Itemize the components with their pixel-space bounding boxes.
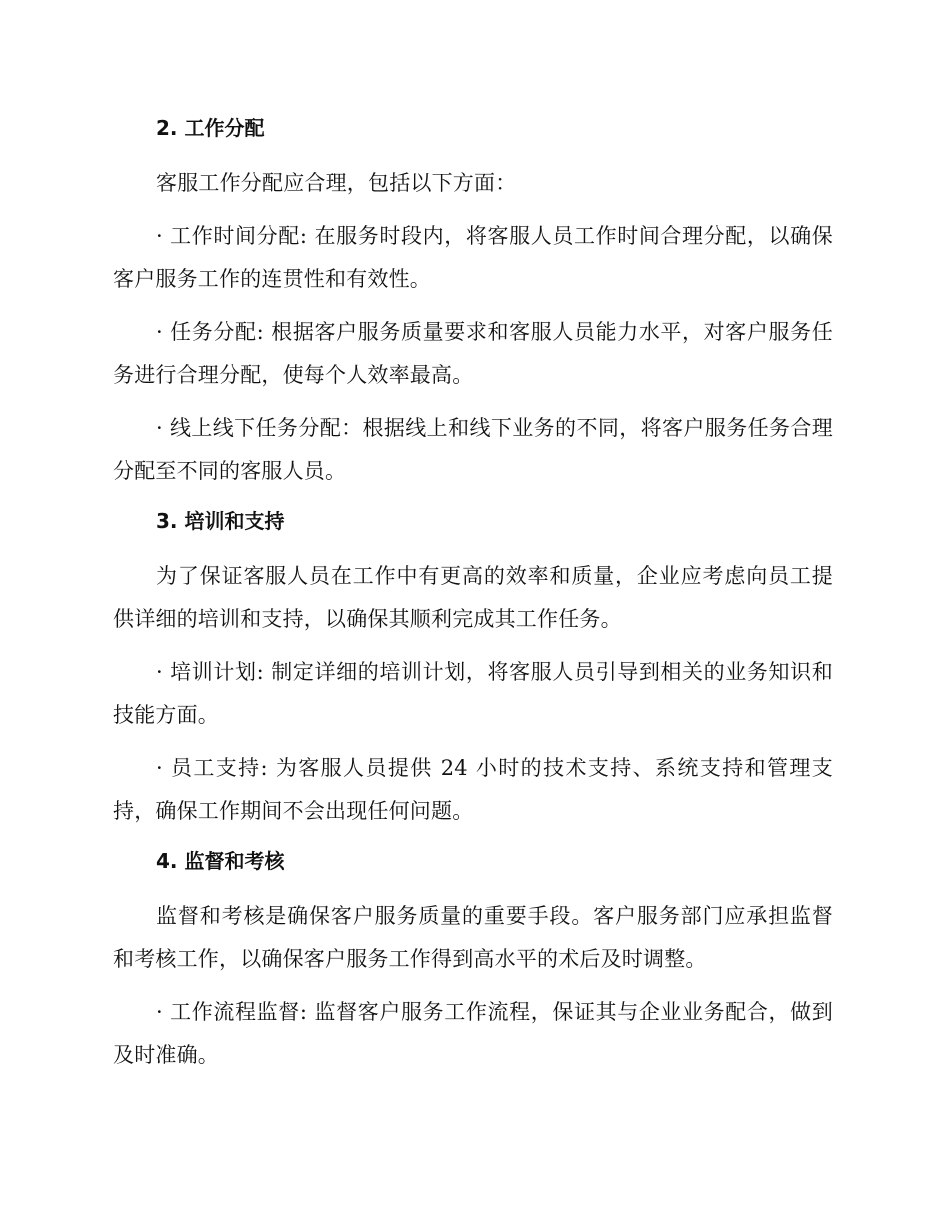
section-work-allocation [113,110,833,493]
paragraph: 客服工作分配应合理，包括以下方面： [156,171,517,195]
bullet-paragraph: · 工作流程监督: 监督客户服务工作流程，保证其与企业业务配合，做到及时准确。 [113,1000,833,1067]
paragraph: 为了保证客服人员在工作中有更高的效率和质量，企业应考虑向员工提供详细的培训和支持，以确保其顺利完成其工作任务。 [113,564,833,631]
bullet-paragraph: · 任务分配: 根据客户服务质量要求和客服人员能力水平，对客户服务任务进行合理分配，使每个人效率最高。 [113,320,833,387]
document-body [113,110,833,1087]
bullet-paragraph: · 培训计划: 制定详细的培训计划，将客服人员引导到相关的业务知识和技能方面。 [113,660,833,727]
section-heading: 2. 工作分配 [156,116,265,140]
paragraph: 监督和考核是确保客户服务质量的重要手段。客户服务部门应承担监督和考核工作，以确保客户服务工作得到高水平的术后及时调整。 [113,904,833,971]
bullet-paragraph: · 员工支持: 为客服人员提供 24 小时的技术支持、系统支持和管理支持，确保工作期间不会出现任何问题。 [113,756,833,823]
section-supervision-assessment [113,843,833,1077]
bullet-paragraph: · 工作时间分配: 在服务时段内，将客服人员工作时间合理分配，以确保客户服务工作的连贯性和有效性。 [113,224,833,291]
section-training-support [113,503,833,833]
section-heading: 4. 监督和考核 [156,849,285,873]
bullet-paragraph: · 线上线下任务分配：根据线上和线下业务的不同，将客户服务任务合理分配至不同的客服人员。 [113,416,833,483]
section-heading: 3. 培训和支持 [156,509,285,533]
